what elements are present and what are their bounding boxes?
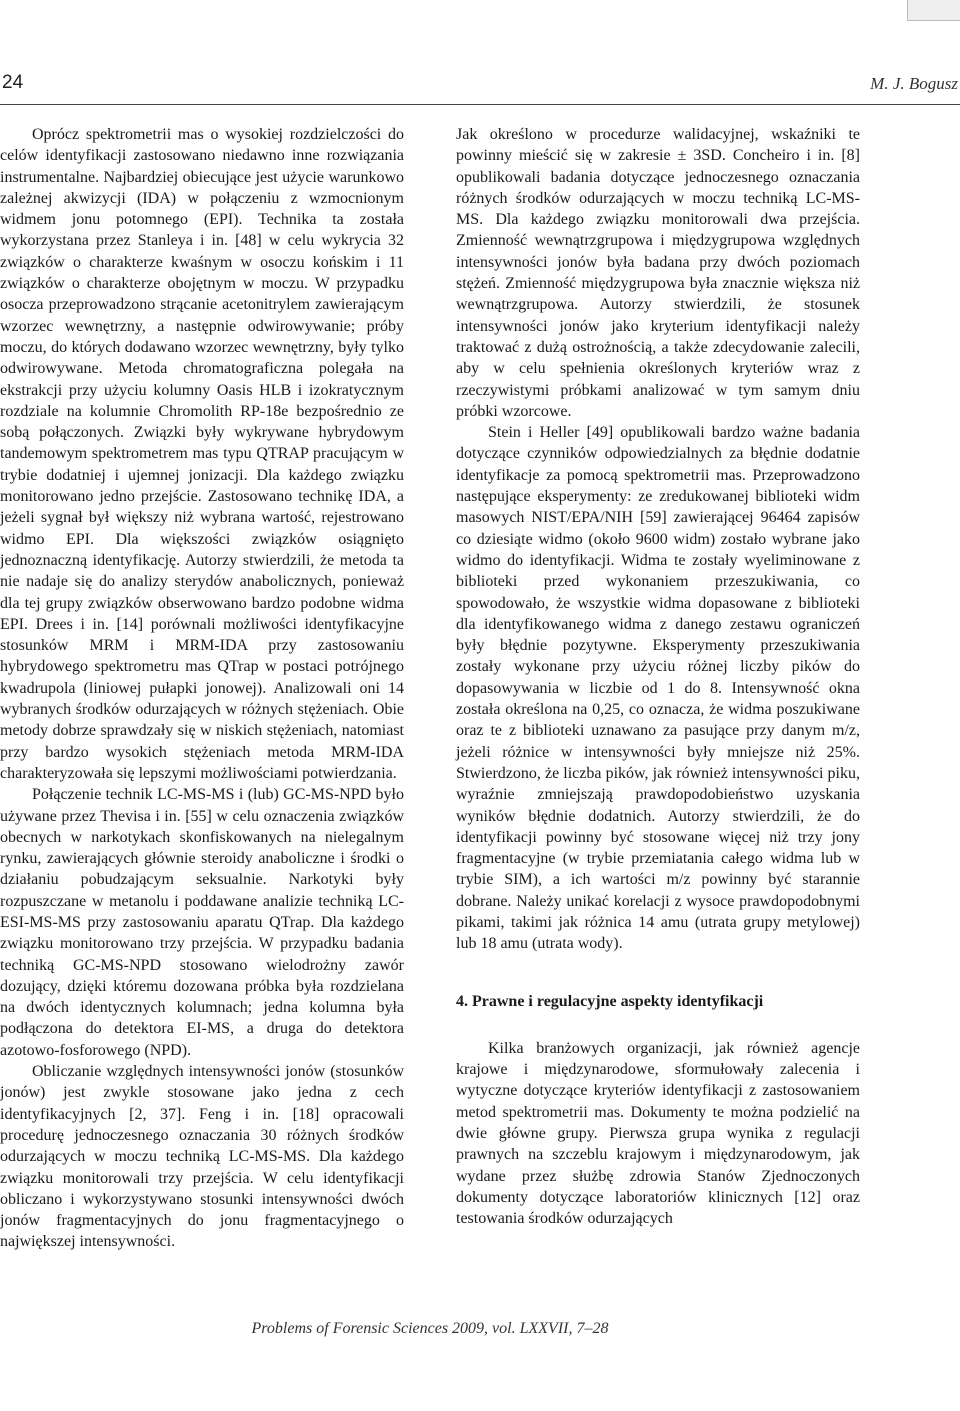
left-column — [0, 124, 404, 1253]
section-heading: 4. Prawne i regulacyjne aspekty identyfikacji — [456, 992, 764, 1010]
paragraph: Oprócz spektrometrii mas o wysokiej rozdzielczości do celów identyfikacji zastosowano niedawno inne rozwiązania instrumentalne. Najbardziej obiecujące jest użycie warunkowo zależnej akwizycji (IDA) w połączeniu z wzmocnionym widmem jonu potomnego (EPI). Technika ta została wykorzystana przez Stanleya i in. [48] w celu wykrycia 32 związków o charakterze kwaśnym w osoczu końskim i 11 związków o charakterze obojętnym w moczu. W przypadku osocza przeprowadzono strącanie acetonitrylem zawierającym wzorzec wewnętrzny, a następnie odwirowywanie; próby moczu, do których dodawano wzorzec wewnętrzny, były tylko odwirowywane. Metoda chromatograficzna polegała na ekstrakcji przy użyciu kolumny Oasis HLB i izokratycznym rozdziale na kolumnie Chromolith RP-18e bezpośrednio ze sobą połączonych. Związki były wykrywane hybrydowym tandemowym spektrometrem mas typu QTRAP pracującym w trybie dodatniej i ujemnej jonizacji. Dla każdego związku monitorowano jedno przejście. Zastosowano technikę IDA, a jeżeli sygnał był większy niż wybrana wartość, rejestrowano widmo EPI. Dla większości związków osiągnięto jednoznaczną identyfikację. Autorzy stwierdzili, że metoda ta nie nadaje się do analizy sterydów anabolicznych, ponieważ dla tej grupy związków obserwowano bardzo podobne widma EPI. Drees i in. [14] porównali możliwości identyfikacyjne stosunków MRM i MRM-IDA przy zastosowaniu hybrydowego spektrometru mas QTrap w postaci potrójnego kwadrupola (liniowej pułapki jonowej). Analizowali oni 14 wybranych środków odurzających w różnych stężeniach. Obie metody dobrze sprawdzały się w niskich stężeniach, natomiast przy bardzo wysokich stężeniach metoda MRM-IDA charakteryzowała się lepszymi możliwościami potwierdzania. — [0, 126, 404, 782]
right-column — [456, 124, 860, 1230]
paragraph-continuation: Jak określono w procedurze walidacyjnej, wskaźniki te powinny mieścić się w zakresie ± 3SD. Concheiro i in. [8] opublikowali badania dotyczące jednoczesnego oznaczania różnych środków odurzających w moczu techniką LC-MS-MS. Dla każdego związku monitorowali dwa przejścia. Zmienność wewnątrzgrupowa i międzygrupowa względnych intensywności jonów była badana przy dwóch poziomach stężeń. Zmienność międzygrupowa była znacznie większa niż wewnątrzgrupowa. Autorzy stwierdzili, że stosunek intensywności jonów jako kryterium identyfikacji należy traktować z dużą ostrożnością, a także zdecydowanie zalecili, aby w celu spełnienia określonych kryteriów wraz z rzeczywistymi próbkami analizować w tym samym dniu próbki wzorcowe. — [456, 126, 860, 420]
paragraph: Obliczanie względnych intensywności jonów (stosunków jonów) jest zwykle stosowane jako jedna z cech identyfikacyjnych [2, 37]. Feng i in. [18] opracowali procedurę jednoczesnego oznaczania 30 różnych środków odurzających w moczu techniką LC-MS-MS. Dla każdego związku monitorowali trzy przejścia. W celu identyfikacji obliczano i wykorzystywano stosunki intensywności dwóch jonów fragmentacyjnych do jonu fragmentacyjnego o największej intensywności. — [0, 1063, 404, 1251]
paragraph: Kilka branżowych organizacji, jak również agencje krajowe i międzynarodowe, sformułowały zalecenia i wytyczne dotyczące kryteriów identyfikacji z zastosowaniem metod spektrometrii mas. Dokumenty te można podzielić na dwie główne grupy. Pierwsza grupa wynika z regulacji prawnych na szczeblu krajowym i międzynarodowym, jak wydane przez służbę zdrowia Stanów Zjednoczonych dokumenty dotyczące laboratoriów klinicznych [12] oraz testowania środków odurzających — [456, 1039, 860, 1228]
paragraph: Stein i Heller [49] opublikowali bardzo ważne badania dotyczące czynników odpowiedzialnych za błędnie dodatnie identyfikacje za pomocą spektrometrii mas. Przeprowadzono następujące eksperymenty: ze zredukowanej biblioteki widm masowych NIST/EPA/NIH [59] zawierającej 96464 zapisów co dziesiąte widmo (około 9600 widm) zostało wybrane jako widmo do identyfikacji. Widma te zostały wyeliminowane z biblioteki przed wykonaniem przeszukiwania, co spowodowało, że wszystkie widma dopasowane z biblioteki dla identyfikowanego widma z danego zestawu ograniczeń były błędnie pozytywne. Eksperymenty przeszukiwania zostały wykonane przy użyciu różnej liczby pików do dopasowywania w liczbie od 1 do 8. Intensywność okna została określona na 0,25, co oznacza, że widma poszukiwane oraz te z biblioteki uznawano za pasujące przy danym m/z, jeżeli różnice w intensywności były mniejsze niż 25%. Stwierdzono, że liczba pików, jak również intensywności piku, wyraźnie zmniejszają prawdopodobieństwo uzyskania wyników błędnie dodatnich. Autorzy stwierdzili, że do identyfikacji powinny być stosowane więcej niż trzy jony fragmentacyjne (w trybie przemiatania całego widma lub w trybie SIM), a ich wartości m/z powinny być starannie dobrane. Należy unikać korelacji z wysoce prawdopodobnymi pikami, takimi jak różnica 14 amu (utrata grupy metylowej) lub 18 amu (utrata wody). — [456, 424, 860, 953]
journal-footer: Problems of Forensic Sciences 2009, vol. LXXVII, 7–28 — [251, 1320, 609, 1337]
running-head-author: M. J. Bogusz — [870, 74, 958, 93]
page-header — [0, 64, 960, 104]
header-rule — [0, 104, 960, 105]
paragraph: Połączenie technik LC-MS-MS i (lub) GC-MS-NPD było używane przez Thevisa i in. [55] w celu oznaczenia związków obecnych w narkotykach skonfiskowanych na nielegalnym rynku, zawierających głównie steroidy anaboliczne i środki o działaniu pobudzającym seksualnie. Narkotyki były rozpuszczane w metanolu i poddawane analizie techniką LC-ESI-MS-MS przy zastosowaniu aparatu QTrap. Dla każdego związku monitorowano trzy przejścia. W przypadku badania techniką GC-MS-NPD stosowano wielodrożny zawór dozujący, dzięki któremu dozowana próbka była rozdzielana na dwóch identycznych kolumnach; jedna kolumna była podłączona do detektora EI-MS, a druga do detektora azotowo-fosforowego (NPD). — [0, 786, 404, 1059]
corner-tab — [907, 0, 960, 21]
page-number: 24 — [2, 72, 24, 93]
